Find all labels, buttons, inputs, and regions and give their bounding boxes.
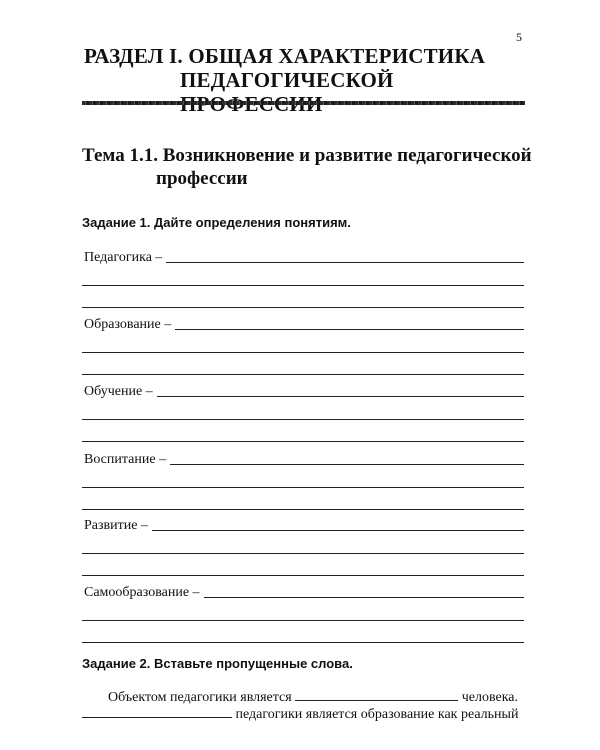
section-heading-line2: ПЕДАГОГИЧЕСКОЙ xyxy=(180,68,394,92)
term-label-pedagogy: Педагогика – xyxy=(84,250,163,265)
task2-line2 xyxy=(82,705,527,724)
answer-line[interactable] xyxy=(82,352,524,353)
answer-line[interactable] xyxy=(82,374,524,375)
term-label-education: Образование – xyxy=(84,317,172,332)
fill-in-gap[interactable] xyxy=(82,705,232,718)
answer-line[interactable] xyxy=(82,553,524,554)
answer-line[interactable] xyxy=(204,597,524,598)
term-label-upbringing: Воспитание – xyxy=(84,452,167,467)
answer-line[interactable] xyxy=(170,464,524,465)
task2-title: Задание 2. Вставьте пропущенные слова. xyxy=(82,656,353,671)
term-label-development: Развитие – xyxy=(84,518,148,533)
term-row-development[interactable] xyxy=(84,514,524,534)
answer-line[interactable] xyxy=(82,509,524,510)
term-label-learning: Обучение – xyxy=(84,384,153,399)
term-label-self-education: Самообразование – xyxy=(84,585,200,600)
task1-title: Задание 1. Дайте определения понятиям. xyxy=(82,215,351,230)
term-row-upbringing[interactable] xyxy=(84,448,524,468)
answer-line[interactable] xyxy=(82,642,524,643)
term-row-pedagogy[interactable] xyxy=(84,246,524,266)
answer-line[interactable] xyxy=(82,487,524,488)
topic-heading-line2: профессии xyxy=(156,168,248,189)
answer-line[interactable] xyxy=(82,441,524,442)
term-row-education[interactable] xyxy=(84,313,524,333)
answer-line[interactable] xyxy=(82,575,524,576)
topic-heading xyxy=(82,144,532,190)
answer-line[interactable] xyxy=(82,620,524,621)
answer-line[interactable] xyxy=(82,285,524,286)
answer-line[interactable] xyxy=(157,396,524,397)
answer-line[interactable] xyxy=(166,262,524,263)
task2-line1-end: человека. xyxy=(461,690,519,705)
fill-in-gap[interactable] xyxy=(295,688,458,701)
section-heading xyxy=(84,44,524,116)
answer-line[interactable] xyxy=(82,307,524,308)
task2-line1-start: Объектом педагогики является xyxy=(108,690,292,705)
page-number: 5 xyxy=(516,30,522,44)
answer-line[interactable] xyxy=(152,530,524,531)
topic-heading-line1: Тема 1.1. Возникновение и развитие педагогической xyxy=(82,145,532,166)
task2-line2-end: педагогики является образование как реальный xyxy=(235,707,519,722)
section-divider xyxy=(82,101,525,105)
answer-line[interactable] xyxy=(82,419,524,420)
term-row-self-education[interactable] xyxy=(84,581,524,601)
term-row-learning[interactable] xyxy=(84,380,524,400)
section-heading-line1: РАЗДЕЛ I. ОБЩАЯ ХАРАКТЕРИСТИКА xyxy=(84,44,486,68)
answer-line[interactable] xyxy=(175,329,524,330)
